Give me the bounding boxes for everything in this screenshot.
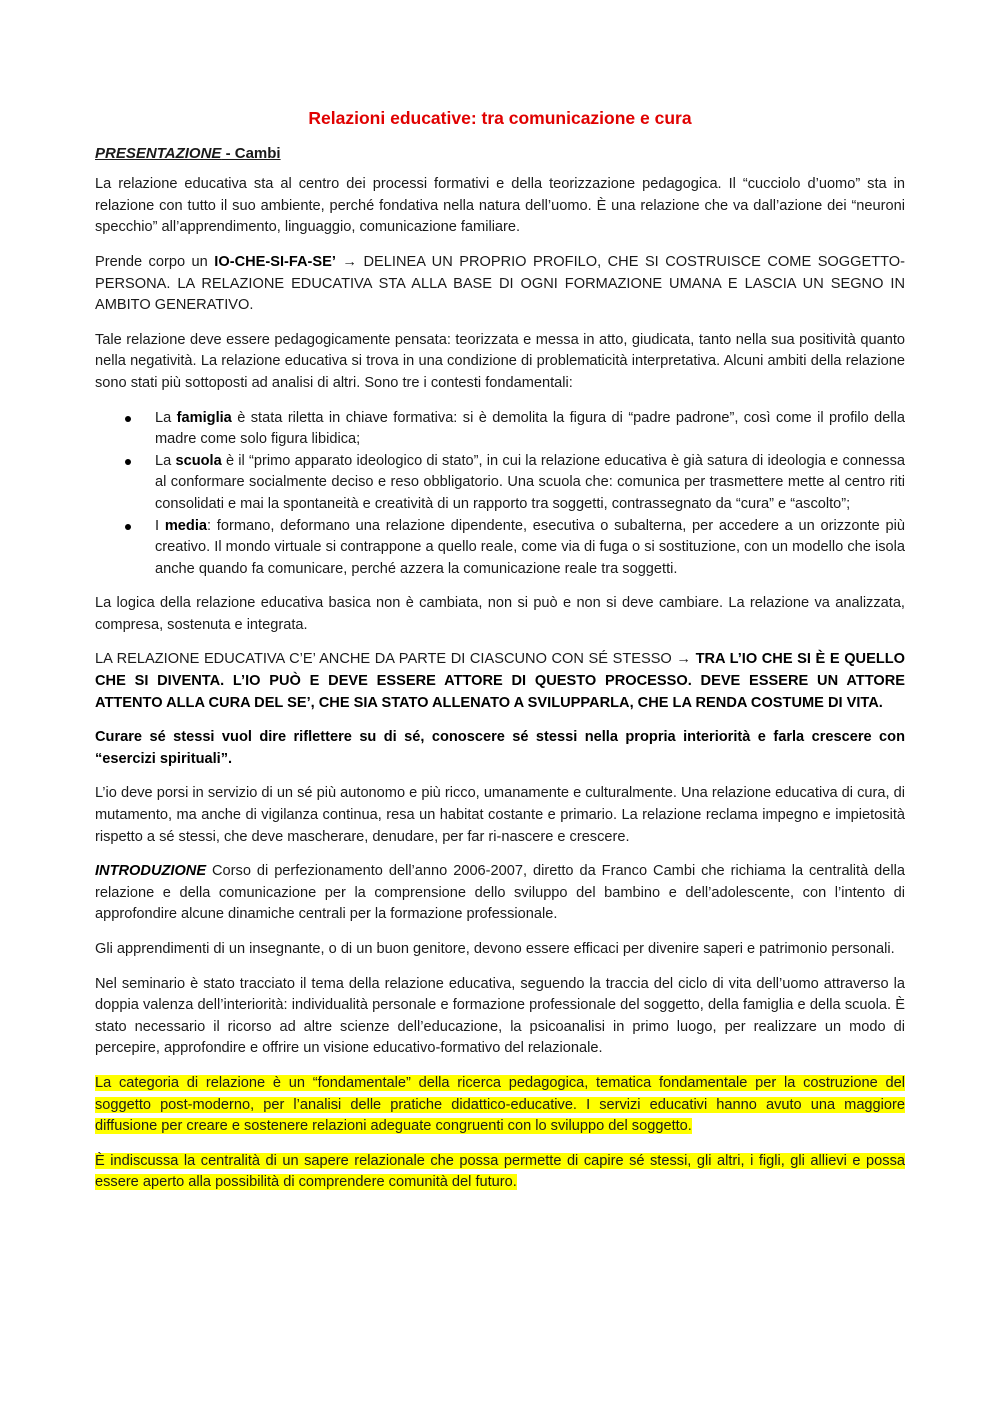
paragraph-12-highlighted [95,1151,905,1194]
list-item-keyword: scuola [175,452,222,469]
paragraph-6: Curare sé stessi vuol dire riflettere su di sé, conoscere sé stessi nella propria interiorità e farla crescere con “esercizi spirituali”. [95,729,905,767]
list-item-pre: La [155,409,177,426]
paragraph-2-rest: DELINEA UN PROPRIO PROFILO, CHE SI COSTRUISCE COME SOGGETTO-PERSONA. LA RELAZIONE EDUCATIVA STA ALLA BASE DI OGNI FORMAZIONE UMANA E LASCIA UN SEGNO IN AMBITO GENERATIVO. [95,253,905,314]
section-heading-author: - Cambi [221,144,281,162]
paragraph-8-rest: Corso di perfezionamento dell’anno 2006-2007, diretto da Franco Cambi che richiama la centralità della relazione e della comunicazione per la comprensione dello sviluppo del bambino e dell’adolescente, con l’intento di approfondire alcune dinamiche centrali per la formazione professionale. [95,863,905,923]
paragraph-2 [95,252,905,317]
arrow-icon: → [342,253,358,270]
paragraph-5 [95,649,905,714]
paragraph-8 [95,861,905,926]
list-item-media [155,516,905,581]
contexts-list [95,408,905,581]
paragraph-2-pre: Prende corpo un [95,253,215,270]
paragraph-11-highlighted [95,1073,905,1138]
list-item-text: è stata riletta in chiave formativa: si è demolita la figura di “padre padrone”, così come il profilo della madre come solo figura libidica; [155,409,905,448]
section-heading-introduzione: INTRODUZIONE [95,863,207,880]
list-item-famiglia [155,408,905,451]
paragraph-5-pre: LA RELAZIONE EDUCATIVA C’E’ ANCHE DA PARTE DI CIASCUNO CON SÉ STESSO [95,651,677,668]
arrow-icon: → [676,651,691,668]
paragraph-5-bold: TRA L’IO CHE SI È E QUELLO CHE SI DIVENTA. L’IO PUÒ E DEVE ESSERE ATTORE DI QUESTO PROCESSO. DEVE ESSERE UN ATTORE ATTENTO ALLA CURA DEL SE’, CHE SIA STATO ALLENATO A SVILUPPARLA, CHE LA RENDA COSTUME DI VITA. [95,651,906,711]
section-heading-label: PRESENTAZIONE [95,144,222,162]
highlight-text: La categoria di relazione è un “fondamentale” della ricerca pedagogica, tematica fondamentale per la costruzione del soggetto post-moderno, per l’analisi delle pratiche didattico-educative. I servizi educativi hanno avuto una maggiore diffusione per creare e sostenere relazioni adeguate congruenti con lo sviluppo del soggetto. [95,1074,905,1135]
paragraph-10: Nel seminario è stato tracciato il tema della relazione educativa, seguendo la traccia del ciclo di vita dell’uomo attraverso la doppia valenza dell’interiorità: individualità personale e formazione professionale del soggetto, della famiglia e della scuola. È stato necessario il ricorso ad altre scienze dell’educazione, la psicoanalisi in primo luogo, per realizzare un modo di percepire, approfondire e offrire un visione educativo-formativo del relazionale. [95,975,905,1057]
list-item-text: : formano, deformano una relazione dipendente, esecutiva o subalterna, per accedere a un orizzonte più creativo. Il mondo virtuale si contrappone a quello reale, come via di fuga o si sostituzione, con un modello che isola anche quando fa comunicare, perché azzera la comunicazione reale tra soggetti. [155,517,905,577]
list-item-keyword: media [164,517,207,534]
list-item-text: è il “primo apparato ideologico di stato”, in cui la relazione educativa è già satura di ideologia e connessa al conformare socialmente deciso e reso obbligatorio. Una scuola che: comunica per trasmettere mette al centro riti consolidati e mai la spontaneità e creatività di un rapporto tra soggetti, contrassegnato da “cura” e “ascolto”; [155,452,906,512]
paragraph-9: Gli apprendimenti di un insegnante, o di un buon genitore, devono essere efficaci per divenire saperi e patrimonio personali. [95,941,895,957]
list-item-scuola [155,451,905,516]
paragraph-3: Tale relazione deve essere pedagogicamente pensata: teorizzata e messa in atto, giudicata, tanto nella sua positività quanto nella negatività. La relazione educativa si trova in una condizione di problematicità interpretativa. Alcuni ambiti della relazione sono stati più sottoposti ad analisi di altri. Sono tre i contesti fondamentali: [95,331,905,391]
list-item-pre: La [155,452,176,469]
list-item-pre: I [155,517,165,534]
paragraph-2-bold: IO-CHE-SI-FA-SE’ [214,253,336,270]
paragraph-4: La logica della relazione educativa basica non è cambiata, non si può e non si deve cambiare. La relazione va analizzata, compresa, sostenuta e integrata. [95,595,905,633]
paragraph-1: La relazione educativa sta al centro dei processi formativi e della teorizzazione pedagogica. Il “cucciolo d’uomo” sta in relazione con tutto il suo ambiente, perché fondativa nella natura dell’uomo. È una relazione che va dall’azione dei “neuroni specchio” all’apprendimento, linguaggio, comunicazione familiare. [95,176,905,236]
paragraph-7: L’io deve porsi in servizio di un sé più autonomo e più ricco, umanamente e culturalmente. Una relazione educativa di cura, di mutamento, ma anche di vigilanza continua, resa un habitat costante e primario. La relazione reclama impegno e impietosità rispetto a sé stessi, che deve mascherare, denudare, per far ri-nascere e crescere. [95,785,905,845]
list-item-keyword: famiglia [176,409,232,426]
section-heading-presentazione [95,143,905,165]
highlight-text: È indiscussa la centralità di un sapere relazionale che possa permette di capire sé stessi, gli altri, i figli, gli allievi e possa essere aperto alla possibilità di comprendere comunità del futuro. [95,1152,905,1191]
document-title: Relazioni educative: tra comunicazione e cura [308,108,692,128]
